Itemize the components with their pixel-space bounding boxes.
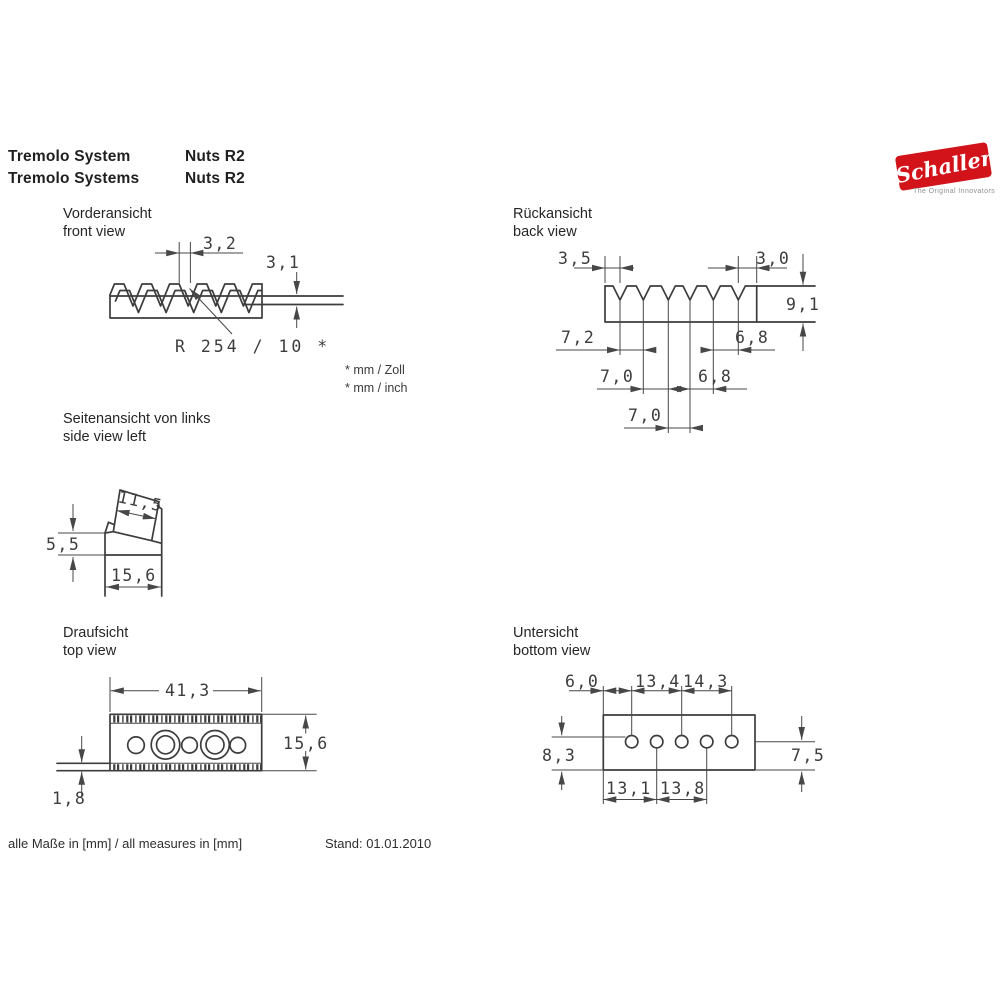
side-dim-depth: 15,6 [111,566,157,585]
back-dim-row1-left: 7,2 [561,328,596,347]
side-view-drawing [46,487,165,596]
back-dim-height: 9,1 [786,295,821,314]
bottom-hole-5 [726,736,738,748]
top-serration-band-lower [111,764,261,770]
top-view-title-en: top view [63,643,117,659]
side-dim-top-width: 11,5 [116,487,165,516]
top-dim-depth: 15,6 [283,734,329,753]
front-dim-slot-width: 3,2 [203,234,238,253]
bottom-view-title-en: bottom view [513,643,591,659]
unit-note-de: * mm / Zoll [345,363,405,377]
top-hole-large-1-outer [151,731,180,760]
front-view-title-en: front view [63,224,126,240]
back-view-title-de: Rückansicht [513,206,592,222]
bottom-view-drawing [542,672,825,804]
schaller-logo-script: Schaller [893,144,994,189]
bottom-hole-2 [651,736,663,748]
side-view-title-de: Seitenansicht von links [63,411,211,427]
top-view-drawing [52,677,329,808]
bottom-dim-left-height: 8,3 [542,746,577,765]
back-nut-outline [605,286,815,322]
back-dim-row1-right: 6,8 [735,328,770,347]
side-dim-lip-height: 5,5 [46,535,81,554]
front-nut-outline [110,284,343,318]
top-serration-band-upper [111,715,261,722]
bottom-dim-lower-a: 13,1 [606,779,652,798]
bottom-view-title-de: Untersicht [513,625,579,641]
front-dim-height: 3,1 [266,253,301,272]
unit-note-en: * mm / inch [345,381,408,395]
front-view-drawing [110,234,343,356]
schaller-logo-tagline: The Original Innovators [913,188,995,195]
top-dim-length: 41,3 [165,681,211,700]
product-name-de: Tremolo System [8,148,131,165]
bottom-dim-right-height: 7,5 [791,746,826,765]
back-view-title-en: back view [513,224,577,240]
side-view-title-en: side view left [63,429,147,445]
bottom-dim-hole-spacing-b: 14,3 [683,672,729,691]
back-dim-row2-right: 6,8 [698,367,733,386]
front-dim-radius-note: R 254 / 10 * [175,337,331,356]
revision-date: Stand: 01.01.2010 [325,836,432,851]
model-name-row2: Nuts R2 [185,170,245,187]
top-dim-lip: 1,8 [52,789,87,808]
back-dim-left-offset: 3,5 [558,249,593,268]
model-name-row1: Nuts R2 [185,148,245,165]
top-view-title-de: Draufsicht [63,625,129,641]
top-hole-large-1-inner [157,736,175,754]
top-mounting-holes [128,731,246,760]
product-name-en: Tremolo Systems [8,170,140,187]
bottom-dim-lower-b: 13,8 [660,779,706,798]
front-view-title-de: Vorderansicht [63,206,152,222]
bottom-dim-hole-spacing-a: 13,4 [635,672,681,691]
top-hole-small-1 [128,737,145,754]
back-dim-row3: 7,0 [628,406,663,425]
top-hole-small-3 [230,737,246,753]
back-dim-right-offset: 3,0 [756,249,791,268]
bottom-hole-4 [701,736,713,748]
bottom-dim-edge-to-hole: 6,0 [565,672,600,691]
bottom-screw-holes [626,736,738,748]
back-dim-row2-left: 7,0 [600,367,635,386]
bottom-hole-3 [676,736,688,748]
top-hole-large-2-inner [206,736,224,754]
top-hole-small-2 [182,737,198,753]
back-view-drawing [556,249,820,433]
measures-note: alle Maße in [mm] / all measures in [mm] [8,836,243,851]
bottom-hole-1 [626,736,638,748]
top-hole-large-2-outer [201,731,230,760]
